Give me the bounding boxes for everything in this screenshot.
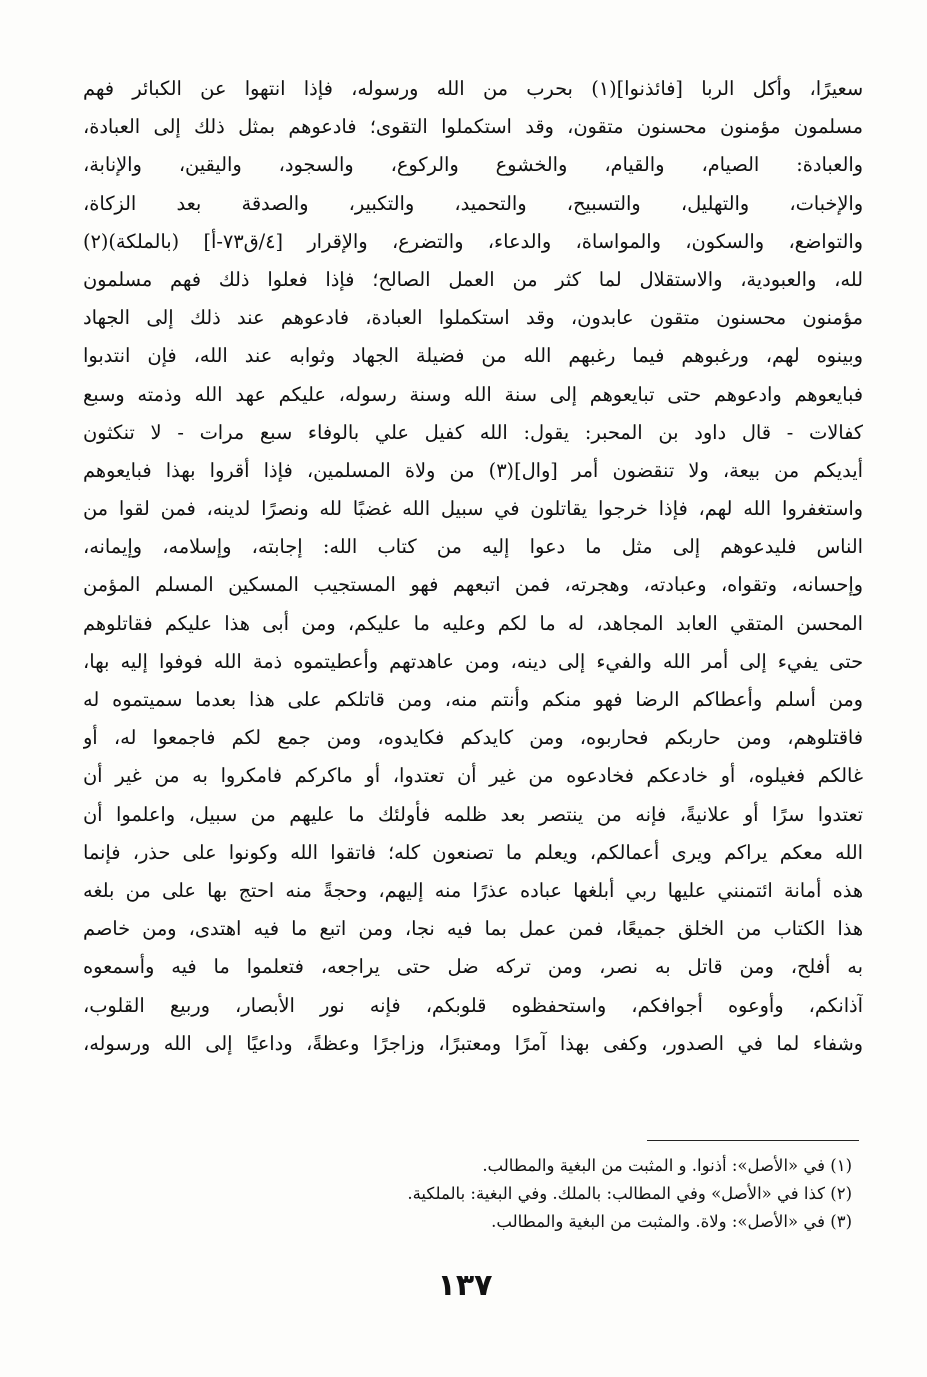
text-line-7: مؤمنون محسنون متقون عابدون، وقد استكملوا العبادة، فادعوهم عند ذلك إلى الجهاد [83,306,863,330]
text-line-26: وشفاء لما في الصدور، وكفى بهذا آمرًا ومعتبرًا، وزاجرًا وعظةً، وداعيًا إلى الله ورسوله، [83,1031,863,1055]
text-line-20: تعتدوا سرًا أو علانيةً، فإنه من ينتصر بعد ظلمه فأولئك ما عليهم من سبيل، واعلموا أن [83,802,863,826]
text-line-22: هذه أمانة ائتمنني عليها ربي أبلغها عباده عذرًا منه إليهم، وحجةً منه احتج بها على من بلغه [83,878,863,902]
footnote-3: (٣) في «الأصل»: ولاة. والمثبت من البغية والمطالب. [491,1212,852,1231]
footnote-2: (٢) كذا في «الأصل» وفي المطالب: بالملك. وفي البغية: بالملكية. [407,1184,852,1203]
text-line-12: واستغفروا الله لهم، فإذا خرجوا يقاتلون في سبيل الله غضبًا لله ونصرًا لدينه، فمن لقوا من [83,497,863,521]
text-line-13: الناس فليدعوهم إلى مثل ما دعوا إليه من كتاب الله: إجابته، وإسلامه، وإيمانه، [83,535,863,559]
text-line-14: وإحسانه، وتقواه، وعبادته، وهجرته، فمن اتبعهم فهو المستجيب المسكين المسلم المؤمن [83,573,863,597]
text-line-10: كفالات - قال داود بن المحبر: يقول: الله كفيل علي بالوفاء سبع مرات - لا تنكثون [83,420,863,444]
text-line-21: الله معكم يراكم ويرى أعمالكم، ويعلم ما تصنعون كله؛ فاتقوا الله وكونوا على حذر، فإنما [83,840,863,864]
text-line-1: سعيرًا، وأكل الربا [فائذنوا](١) بحرب من الله ورسوله، فإذا انتهوا عن الكبائر فهم [83,77,863,100]
text-line-3: والعبادة: الصيام، والقيام، والخشوع والركوع، والسجود، واليقين، والإنابة، [83,153,863,177]
text-line-11: أيديكم من بيعة، ولا تنقضون أمر [وال](٣) من ولاة المسلمين، فإذا أقروا بهذا فبايعوهم [83,458,863,482]
text-line-15: المحسن المتقي العابد المجاهد، له ما لكم وعليه ما عليكم، ومن أبى هذا عليكم فقاتلوهم [83,611,863,635]
footnotes-block [200,1152,852,1236]
text-line-8: وبينوه لهم، ورغبوهم فيما رغبهم الله من فضيلة الجهاد وثوابه عند الله، فإن انتدبوا [83,344,863,368]
text-line-4: والإخبات، والتهليل، والتسبيح، والتحميد، والتكبير، والصدقة بعد الزكاة، [83,191,863,215]
text-line-23: هذا الكتاب من الخلق جميعًا، فمن عمل بما فيه نجا، ومن اتبع ما فيه اهتدى، ومن خاصم [83,917,863,941]
main-text-block [83,70,863,1063]
text-line-5: والتواضع، والسكون، والمواساة، والدعاء، والتضرع، والإقرار [٤/ق٧٣-أ] (بالملكة)(٢) [83,229,863,253]
text-line-25: آذانكم، وأوعوه أجوافكم، واستحفظوه قلوبكم، فإنه نور الأبصار، وربيع القلوب، [83,993,863,1017]
text-line-2: مسلمون مؤمنون محسنون متقون، وقد استكملوا التقوى؛ فادعوهم بمثل ذلك إلى العبادة، [83,115,863,139]
page-number: ١٣٧ [437,1268,493,1303]
text-line-18: فاقتلوهم، ومن حاربكم فحاربوه، ومن كايدكم فكايدوه، ومن جمع لكم فاجمعوا له، أو [83,726,863,750]
footnote-separator [647,1140,859,1141]
footnote-1: (١) في «الأصل»: أذنوا. و المثبت من البغية والمطالب. [482,1156,852,1175]
text-line-16: حتى يفيء إلى أمر الله والفيء إلى دينه، ومن عاهدتهم وأعطيتموه ذمة الله فوفوا إليه بها، [83,649,863,673]
text-line-6: لله، والعبودية، والاستقلال لما كثر من العمل الصالح؛ فإذا فعلوا ذلك فهم مسلمون [83,267,863,291]
text-line-24: به أفلح، ومن قاتل به نصر، ومن تركه ضل حتى يراجعه، فتعلموا ما فيه وأسمعوه [83,955,863,979]
text-line-9: فبايعوهم وادعوهم حتى تبايعوهم إلى سنة الله وسنة رسوله، عليكم عهد الله وذمته وسبع [83,382,863,406]
text-line-19: غالكم فغيلوه، أو خادعكم فخادعوه من غير أن تعتدوا، أو ماكركم فامكروا به من غير أن [83,764,863,788]
text-line-17: ومن أسلم وأعطاكم الرضا فهو منكم وأنتم منه، ومن قاتلكم على هذا بعدما سميتموه له [83,688,863,711]
